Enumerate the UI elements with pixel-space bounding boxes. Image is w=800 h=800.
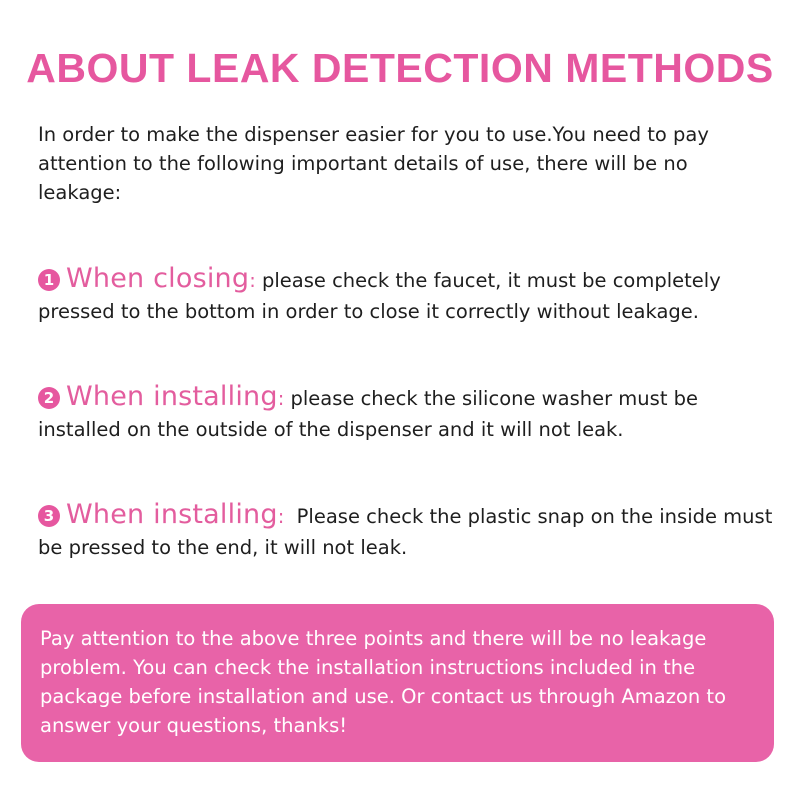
note-text: Pay attention to the above three points and there will be no leakage problem. You can check the installation instructions included in the package before installation and use. Or contact us through Amazon to answer your questions, thanks!: [40, 627, 726, 737]
page-title: ABOUT LEAK DETECTION METHODS: [26, 45, 774, 91]
point-3-heading: When installing: [66, 499, 278, 530]
number-badge-2: 2: [38, 387, 60, 409]
point-3: [38, 499, 773, 563]
point-2-heading: When installing: [66, 381, 278, 412]
point-2: [38, 381, 773, 445]
note-box: [21, 604, 774, 762]
point-2-text: please check the silicone washer must be installed on the outside of the dispenser and it will not leak.: [38, 387, 699, 441]
point-1-text: please check the faucet, it must be completely pressed to the bottom in order to close it correctly without leakage.: [38, 269, 721, 323]
number-badge-1: 1: [38, 269, 60, 291]
number-badge-3: 3: [38, 505, 60, 527]
intro-paragraph: In order to make the dispenser easier for you to use.You need to pay attention to the following important details of use, there will be no leakage:: [38, 123, 709, 204]
point-1-separator: :: [249, 269, 256, 292]
point-1: [38, 263, 773, 327]
point-1-heading: When closing: [66, 263, 250, 294]
point-2-separator: :: [277, 387, 285, 410]
point-3-text: Please check the plastic snap on the inside must be pressed to the end, it will not leak.: [38, 505, 773, 559]
point-3-separator: :: [277, 505, 285, 528]
